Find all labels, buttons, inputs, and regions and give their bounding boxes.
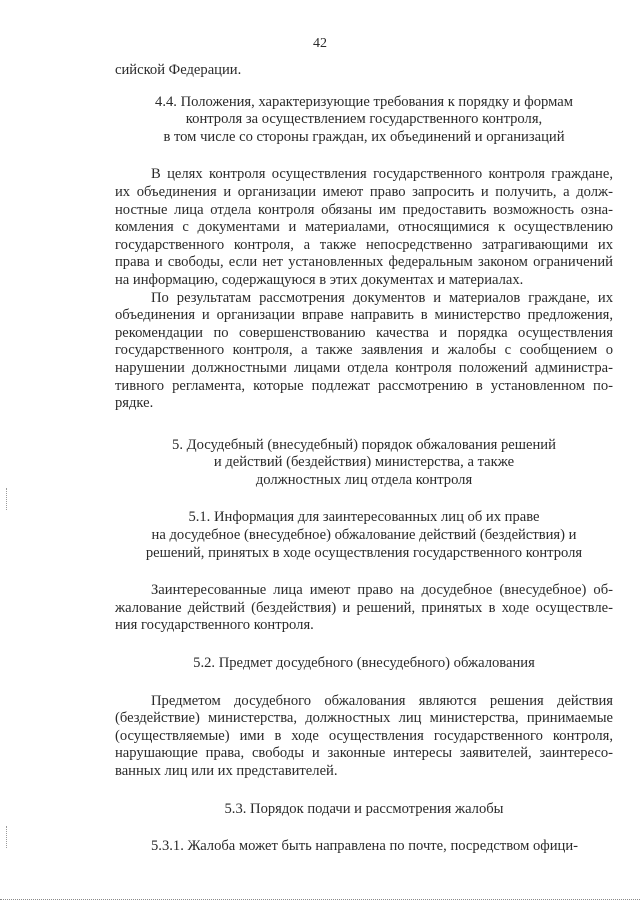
section-4-4-heading xyxy=(115,94,613,147)
binding-mark-upper xyxy=(6,488,9,510)
document-body xyxy=(115,62,613,856)
heading-line: в том числе со стороны граждан, их объединений и организаций xyxy=(163,128,565,145)
lead-fragment: сийской Федерации. xyxy=(115,62,242,78)
heading-line: 4.4. Положения, характеризующие требования к порядку и формам xyxy=(155,93,573,110)
bottom-edge-line xyxy=(0,899,640,900)
heading-line: 5. Досудебный (внесудебный) порядок обжалования решений xyxy=(172,436,556,453)
section-5-3-1-paragraph: 5.3.1. Жалоба может быть направлена по почте, посредством офици- xyxy=(151,838,579,855)
heading-line: решений, принятых в ходе осуществления государственного контроля xyxy=(145,544,583,561)
heading-line: контроля за осуществлением государственного контроля, xyxy=(185,111,543,128)
section-5-2-heading: 5.2. Предмет досудебного (внесудебного) обжалования xyxy=(193,655,535,672)
section-5-1-heading xyxy=(115,509,613,562)
section-4-4-paragraph-2: По результатам рассмотрения документов и материалов граждане, их объединения и организации вправе направить в министерство предложения, рекомендации по совершенствованию качества и порядка осуществления государственного контроля, а также заявления и жалобы с сообщением о нарушении должностными лицами отдела контроля положений администра-тивного регламента, которые подлежат рассмотрению в установленном по-рядке. xyxy=(115,289,613,412)
page-number: 42 xyxy=(313,36,327,51)
section-5-1-paragraph: Заинтересованные лица имеют право на досудебное (внесудебное) об-жалование действий (бездействия) и решений, принятых в ходе осуществле-ния государственного контроля. xyxy=(115,582,613,634)
section-5-heading xyxy=(115,437,613,490)
section-5-2-paragraph: Предметом досудебного обжалования являются решения действия (бездействие) министерства, должностных лиц министерства, принимаемые (осуществляемые) ими в ходе осуществления государственного контроля, нарушающие права, свободы и законные интересы заявителей, заинтересо-ванных лиц или их представителей. xyxy=(115,692,613,779)
heading-line: 5.1. Информация для заинтересованных лиц об их праве xyxy=(188,509,540,526)
heading-line: и действий (бездействия) министерства, а также xyxy=(213,454,515,471)
heading-line: на досудебное (внесудебное) обжалование действий (бездействия) и xyxy=(151,527,577,544)
section-4-4-paragraph-1: В целях контроля осуществления государственного контроля граждане, их объединения и организации имеют право запросить и получить, а долж-ностные лица отдела контроля обязаны им предоставить возможность озна-комления с документами и материалами, относящимися к осуществлению государственного контроля, а также непосредственно затрагивающими их права и свободы, если нет установленных федеральным законом ограничений на информацию, содержащуюся в этих документах и материалах. xyxy=(115,166,613,288)
section-5-3-heading: 5.3. Порядок подачи и рассмотрения жалобы xyxy=(224,800,504,817)
binding-mark-lower xyxy=(6,826,9,848)
heading-line: должностных лиц отдела контроля xyxy=(255,471,473,488)
